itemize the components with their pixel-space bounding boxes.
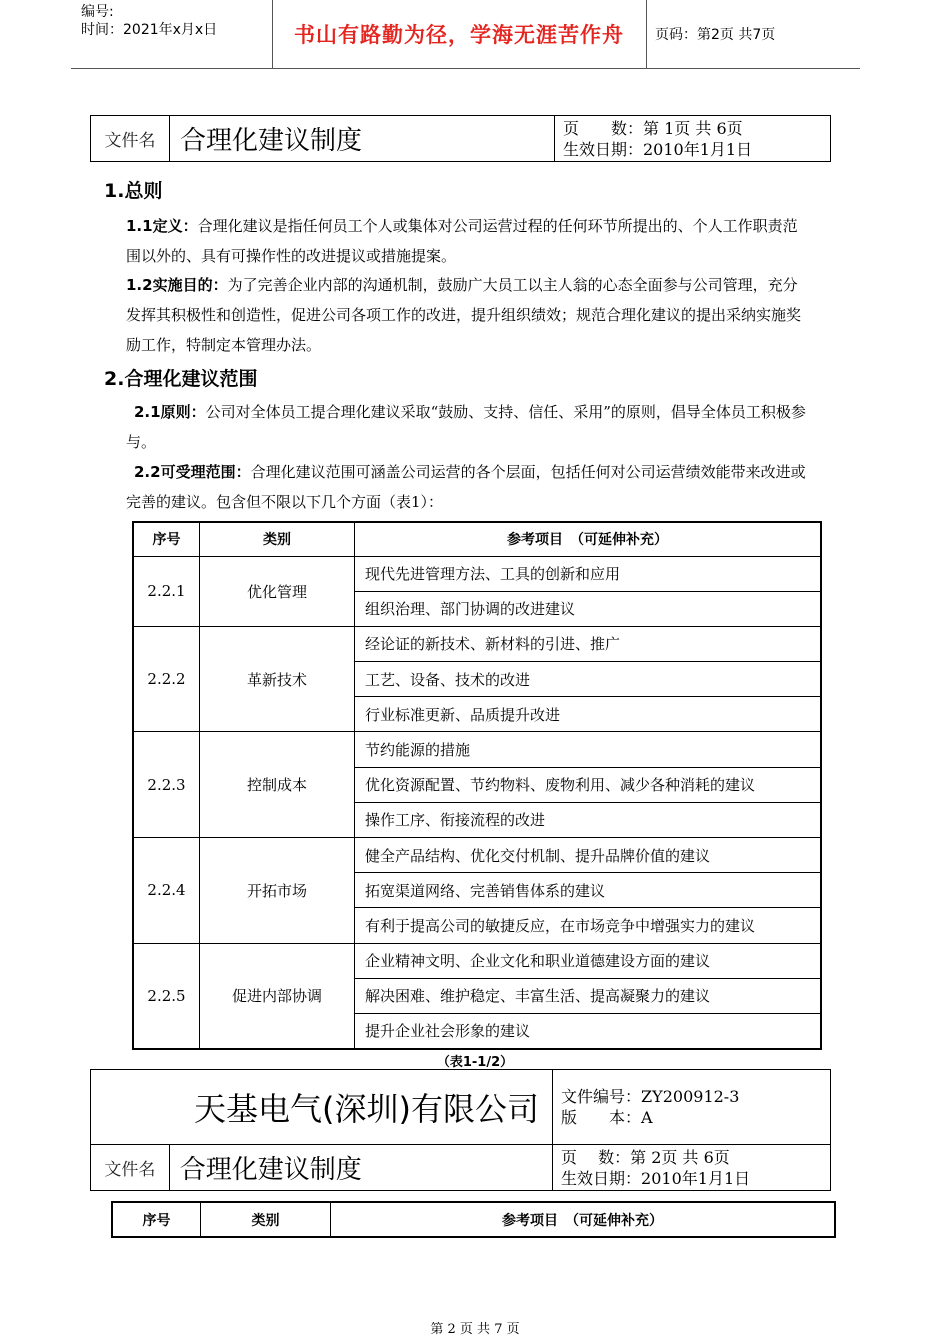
row-item: 提升企业社会形象的建议 <box>355 1013 822 1048</box>
row-item: 现代先进管理方法、工具的创新和应用 <box>355 556 822 591</box>
row-item: 有利于提高公司的敏捷反应，在市场竞争中增强实力的建议 <box>355 908 822 943</box>
para-label: 1.2实施目的： <box>126 276 228 294</box>
section-heading: 1.总则 <box>104 180 163 202</box>
page-count: 页 数：第 2页 共 6页 <box>561 1147 730 1167</box>
para-label: 1.1定义： <box>126 217 198 235</box>
doc-version: 版 本：A <box>561 1108 653 1127</box>
scope-table <box>132 521 822 1050</box>
col-header: 序号 <box>133 522 200 556</box>
page-label: 页码：第2页 共7页 <box>655 27 776 43</box>
section-heading: 2.合理化建议范围 <box>104 368 258 390</box>
top-banner <box>71 0 860 69</box>
doc-title: 合理化建议制度 <box>169 1145 552 1191</box>
row-item: 拓宽渠道网络、完善销售体系的建议 <box>355 873 822 908</box>
para-text: 合理化建议范围可涵盖公司运营的各个层面，包括任何对公司运营绩效能带来改进或完善的建议。包含但不限以下几个方面（表1）： <box>126 463 806 511</box>
row-number: 2.2.2 <box>133 626 200 732</box>
row-item: 行业标准更新、品质提升改进 <box>355 697 822 732</box>
paragraph <box>126 457 811 517</box>
table-row <box>133 556 821 591</box>
table-row <box>133 626 821 661</box>
doc-header-1 <box>90 115 831 162</box>
paragraph <box>126 397 811 457</box>
doc-info <box>555 116 831 162</box>
row-category: 控制成本 <box>200 732 355 838</box>
doc-number: 文件编号：ZY200912-3 <box>561 1087 740 1106</box>
page-footer: 第 2 页 共 7 页 <box>430 1322 520 1337</box>
doc-header-2 <box>90 1069 831 1191</box>
col-header: 参考项目 （可延伸补充） <box>355 522 822 556</box>
table-caption: （表1-1/2） <box>436 1055 514 1070</box>
row-item: 工艺、设备、技术的改进 <box>355 662 822 697</box>
para-label: 2.1原则： <box>134 403 206 421</box>
para-label: 2.2可受理范围： <box>134 463 251 481</box>
row-item: 企业精神文明、企业文化和职业道德建设方面的建议 <box>355 943 822 978</box>
doc-title: 合理化建议制度 <box>170 116 555 162</box>
para-text: 合理化建议是指任何员工个人或集体对公司运营过程的任何环节所提出的、个人工作职责范围以外的、具有可操作性的改进提议或措施提案。 <box>126 217 798 265</box>
paragraph <box>126 211 811 271</box>
para-text: 为了完善企业内部的沟通机制，鼓励广大员工以主人翁的心态全面参与公司管理，充分发挥其积极性和创造性，促进公司各项工作的改进，提升组织绩效；规范合理化建议的提出采纳实施奖励工作，特制定本管理办法。 <box>126 276 802 354</box>
col-header: 序号 <box>112 1202 201 1237</box>
row-number: 2.2.1 <box>133 556 200 626</box>
code-label: 编号: <box>81 4 114 20</box>
table-row <box>133 732 821 767</box>
row-number: 2.2.5 <box>133 943 200 1049</box>
row-item: 经论证的新技术、新材料的引进、推广 <box>355 626 822 661</box>
col-header: 类别 <box>200 522 355 556</box>
slogan: 书山有路勤为径，学海无涯苦作舟 <box>294 23 624 47</box>
page-count: 页 数：第 1页 共 6页 <box>563 118 743 138</box>
row-number: 2.2.3 <box>133 732 200 838</box>
table-row <box>133 943 821 978</box>
doc-meta <box>553 1070 831 1145</box>
company-name: 天基电气(深圳)有限公司 <box>91 1070 553 1145</box>
row-category: 开拓市场 <box>200 838 355 944</box>
doc-info <box>553 1145 831 1191</box>
effective-date: 生效日期：2010年1月1日 <box>561 1168 751 1188</box>
row-item: 组织治理、部门协调的改进建议 <box>355 591 822 626</box>
divider <box>646 0 647 68</box>
row-item: 解决困难、维护稳定、丰富生活、提高凝聚力的建议 <box>355 978 822 1013</box>
col-header: 类别 <box>201 1202 331 1237</box>
row-category: 促进内部协调 <box>200 943 355 1049</box>
scope-table-continued <box>111 1201 836 1238</box>
file-name-label: 文件名 <box>91 116 170 162</box>
row-item: 健全产品结构、优化交付机制、提升品牌价值的建议 <box>355 838 822 873</box>
row-number: 2.2.4 <box>133 838 200 944</box>
effective-date: 生效日期：2010年1月1日 <box>563 139 753 159</box>
time-label: 时间：2021年x月x日 <box>81 22 218 38</box>
file-name-label: 文件名 <box>91 1145 170 1191</box>
row-item: 优化资源配置、节约物料、废物利用、减少各种消耗的建议 <box>355 767 822 802</box>
banner-meta <box>81 3 217 39</box>
table-row <box>133 838 821 873</box>
row-category: 革新技术 <box>200 626 355 732</box>
para-text: 公司对全体员工提合理化建议采取“鼓励、支持、信任、采用”的原则，倡导全体员工积极参与。 <box>126 403 806 451</box>
row-item: 节约能源的措施 <box>355 732 822 767</box>
col-header: 参考项目 （可延伸补充） <box>331 1202 836 1237</box>
row-category: 优化管理 <box>200 556 355 626</box>
paragraph <box>126 270 811 360</box>
row-item: 操作工序、衔接流程的改进 <box>355 802 822 837</box>
